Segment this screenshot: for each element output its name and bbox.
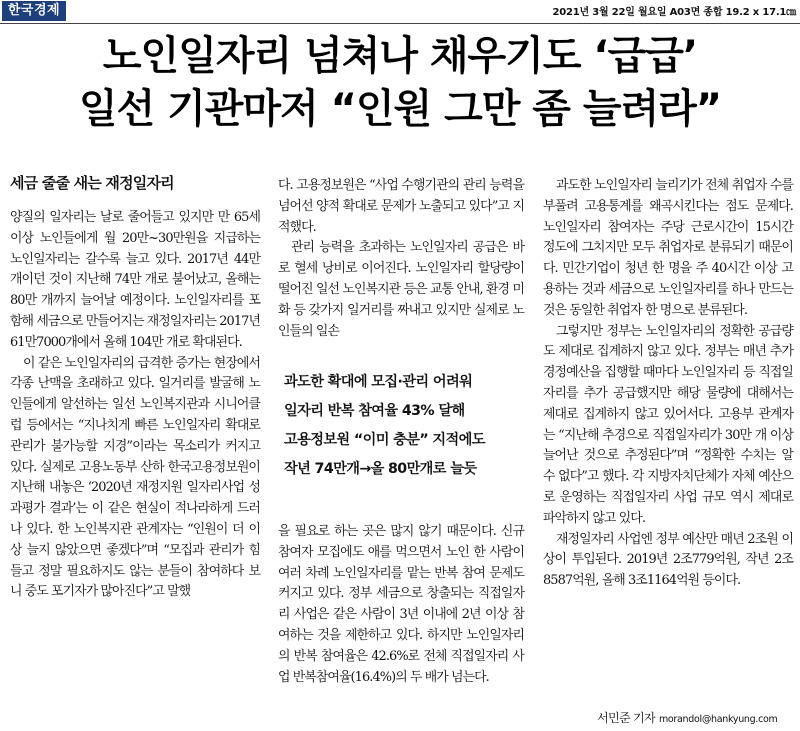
paragraph: 이 같은 노인일자리의 급격한 증가는 현장에서 각종 난맥을 초래하고 있다. 일거리를 발굴해 노인들에게 알선하는 일선 노인복지관과 시니어클럽 등에서는 “지나치게 빠른 노인일자리 확대로 관리가 불가능할 지경”이라는 목소리가 커지고 있다. 실제로 고용노동부 산하 한국고용정보원이 지난해 내놓은 ‘2020년 재정지원 일자리사업 성과평가 결과’는 이 같은 현실이 적나라하게 드러나 있다. 한 노인복지관 관계자는 “인원이 더 이상 늘지 않았으면 좋겠다”며 “모집과 관리가 힘들고 정말 필요하지도 않는 분들이 참여하다 보니 중도 포기자가 많아진다”고 말했 (10, 355, 260, 600)
paragraph: 그렇지만 정부는 노인일자리의 정확한 공급량도 제대로 집계하지 않고 있다. 정부는 매년 추가경정예산을 집행할 때마다 노인일자리 등 직접일자리를 추가 공급했지만 해당 물량에 대해서는 제대로 집계하지 않고 있어서다. 고용부 관계자는 “지난해 추경으로 직접일자리가 30만 개 이상 늘어난 것으로 추정된다”며 “정확한 수치는 알 수 없다”고 했다. 각 지방자치단체가 자체 예산으로 운영하는 직접일자리 사업 규모 역시 제대로 파악하지 않고 있다. (543, 323, 793, 526)
section-subhead: 세금 줄줄 새는 재정일자리 (10, 174, 174, 192)
paragraph: 관리 능력을 초과하는 노인일자리 공급은 바로 혈세 낭비로 이어진다. 노인일자리 할당량이 떨어진 일선 노인복지관 등은 교통 안내, 환경 미화 등 갖가지 일거리를 짜내고 있지만 실제로 노인들의 일손 (278, 240, 524, 339)
article-column-3 (543, 176, 793, 592)
paragraph: 과도한 노인일자리 늘리기가 전체 취업자 수를 부풀려 고용통계를 왜곡시킨다는 점도 문제다. 노인일자리 참여자는 주당 근로시간이 15시간 정도에 그치지만 모두 취업자로 분류되기 때문이다. 민간기업이 청년 한 명을 주 40시간 이상 고용하는 것과 세금으로 노인일자리를 하나 만드는 것은 동일한 취업자 한 명으로 분류된다. (543, 178, 793, 318)
deck-line: 일자리 반복 참여율 43% 달해 (284, 403, 465, 419)
deck-line: 과도한 확대에 모집·관리 어려워 (284, 374, 473, 390)
issue-info: 2021년 3월 22일 월요일 A03면 종합 19.2 x 17.1㎝ (552, 7, 796, 18)
deck-line: 고용정보원 “이미 충분” 지적에도 (284, 432, 485, 448)
article-column-2-top (278, 176, 524, 342)
paragraph: 다. 고용정보원은 “사업 수행기관의 관리 능력을 넘어선 양적 확대로 문제가 노출되고 있다”고 지적했다. (278, 178, 524, 235)
paragraph: 양질의 일자리는 날로 줄어들고 있지만 만 65세 이상 노인들에게 월 20만~30만원을 지급하는 노인일자리는 갈수록 늘고 있다. 2017년 44만 개이던 것이 지난해 74만 개로 불어났고, 올해는 80만 개까지 늘어날 예정이다. 노인일자리를 포함해 세금으로 만들어지는 재정일자리는 2017년 61만7000개에서 올해 104만 개로 확대된다. (10, 210, 260, 350)
deck-line: 작년 74만개→올 80만개로 늘듯 (284, 461, 477, 477)
masthead (0, 0, 800, 22)
article-column-2-bottom (278, 522, 524, 688)
headline-line-1: 노인일자리 넘쳐나 채우기도 ‘급급’ (102, 33, 698, 79)
deck-subheads (284, 368, 522, 484)
reporter-email: morandol@hankyung.com (658, 714, 778, 725)
byline (597, 709, 777, 726)
reporter-name: 서민준 기자 (597, 711, 655, 725)
newspaper-logo: 한국경제 (2, 1, 66, 21)
article-column-1 (10, 208, 260, 603)
paragraph: 을 필요로 하는 곳은 많지 않기 때문이다. 신규 참여자 모집에도 애를 먹으면서 노인 한 사람이 여러 차례 노인일자리를 맡는 반복 참여 문제도 커지고 있다. 정부 세금으로 창출되는 직접일자리 사업은 같은 사람이 3년 이내에 2년 이상 참여하는 것을 제한하고 있다. 하지만 노인일자리의 반복 참여율은 42.6%로 전체 직접일자리 사업 반복참여율(16.4%)의 두 배가 넘는다. (278, 524, 524, 685)
paragraph: 재정일자리 사업엔 정부 예산만 매년 2조원 이상이 투입된다. 2019년 2조779억원, 작년 2조8587억원, 올해 3조1164억원 등이다. (543, 531, 793, 589)
headline-line-2: 일선 기관마저 “인원 그만 좀 늘려라” (78, 86, 722, 132)
